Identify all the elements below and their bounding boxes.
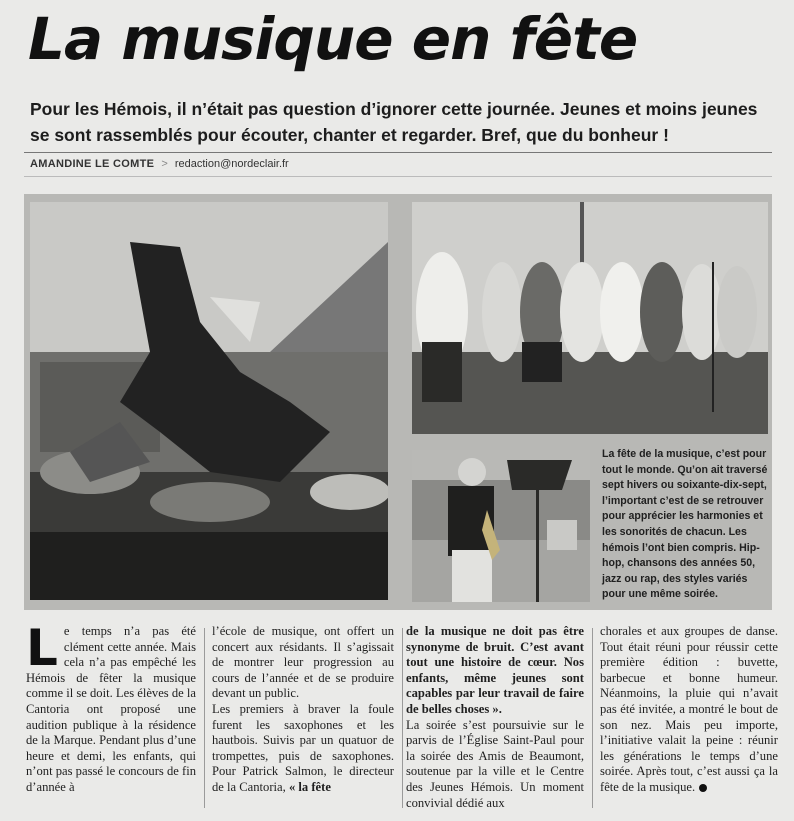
column-4 — [600, 624, 778, 796]
photo-saxophonist — [412, 450, 590, 602]
quote-end: de la musique ne doit pas être synonyme de bruit. C’est avant tout une histoire de cœur. Nos enfants, même jeunes sont capables par leur travail de faire de belles choses ». — [406, 624, 584, 716]
column-4-text: chorales et aux groupes de danse. Tout était réuni pour réussir cette première édition : buvette, barbecue et bonne humeur. Néanmoins, la pluie qui n’avait pas été invitée, a montré le bout de son nez. Mais peu importe, l’initiative valait la peine : réunir les générations le temps d’une soirée. Après tout, c’est aussi ça la fête de la musique. — [600, 624, 778, 794]
column-1 — [26, 619, 196, 796]
article-title: La musique en fête — [28, 5, 638, 73]
photo-choir — [412, 202, 768, 434]
email-marker: > — [161, 158, 168, 170]
end-mark-icon — [699, 784, 707, 792]
column-1-text: e temps n’a pas été clément cette année. Mais cela n’a pas empêché les Hémois de fêter la musique comme il se doit. Les élèves de la Cantoria ont proposé une audition publique à la résidence de la Marque. Pendant plus d’une heure et demi, les enfants, qui n’ont pas passé le concours de fin d’année à — [26, 624, 196, 794]
column-divider — [592, 628, 593, 808]
photo-breakdancer — [30, 202, 388, 600]
author-name: AMANDINE LE COMTE — [30, 158, 155, 170]
author-email[interactable]: redaction@nordeclair.fr — [174, 158, 289, 170]
column-3 — [406, 624, 584, 811]
drop-cap: L — [26, 619, 58, 677]
quote-start: « la fête — [288, 779, 331, 794]
photo-caption: La fête de la musique, c’est pour tout le monde. Qu’on ait traversé sept hivers ou soixante-dix-sept, l’important c’est de se retrouver pour apprécier les harmonies et les sonorités de chacun. Les hémois l’ont bien compris. Hip-hop, chansons des années 50, jazz ou rap, des styles variés pour une même soirée. — [602, 448, 768, 601]
article-body — [26, 619, 778, 819]
column-3-paragraph-2: La soirée s’est poursuivie sur le parvis de l’Église Saint-Paul pour la soirée des Amis de Beaumont, soutenue par la ville et le Centre des Jeunes Hémois. Un moment convivial dédié aux — [406, 717, 584, 810]
byline — [30, 158, 289, 170]
column-divider — [204, 628, 205, 808]
divider — [24, 176, 772, 177]
divider — [24, 152, 772, 153]
column-2-paragraph-2: Les premiers à braver la foule furent les saxophones et les hautbois. Suivis par un quatuor de trompettes, puis de saxophones. Pour Patrick Salmon, le directeur de la Cantoria, — [212, 701, 394, 794]
column-2-paragraph-1: l’école de musique, ont offert un concert aux résidants. Il s’agissait de montrer leur progression au cours de l’année et de se produire devant un public. — [212, 624, 394, 701]
column-2 — [212, 624, 394, 796]
article-lead: Pour les Hémois, il n’était pas question d’ignorer cette journée. Jeunes et moins jeunes se sont rassemblés pour écouter, chanter et regarder. Bref, que du bonheur ! — [30, 99, 758, 145]
column-divider — [402, 628, 403, 808]
